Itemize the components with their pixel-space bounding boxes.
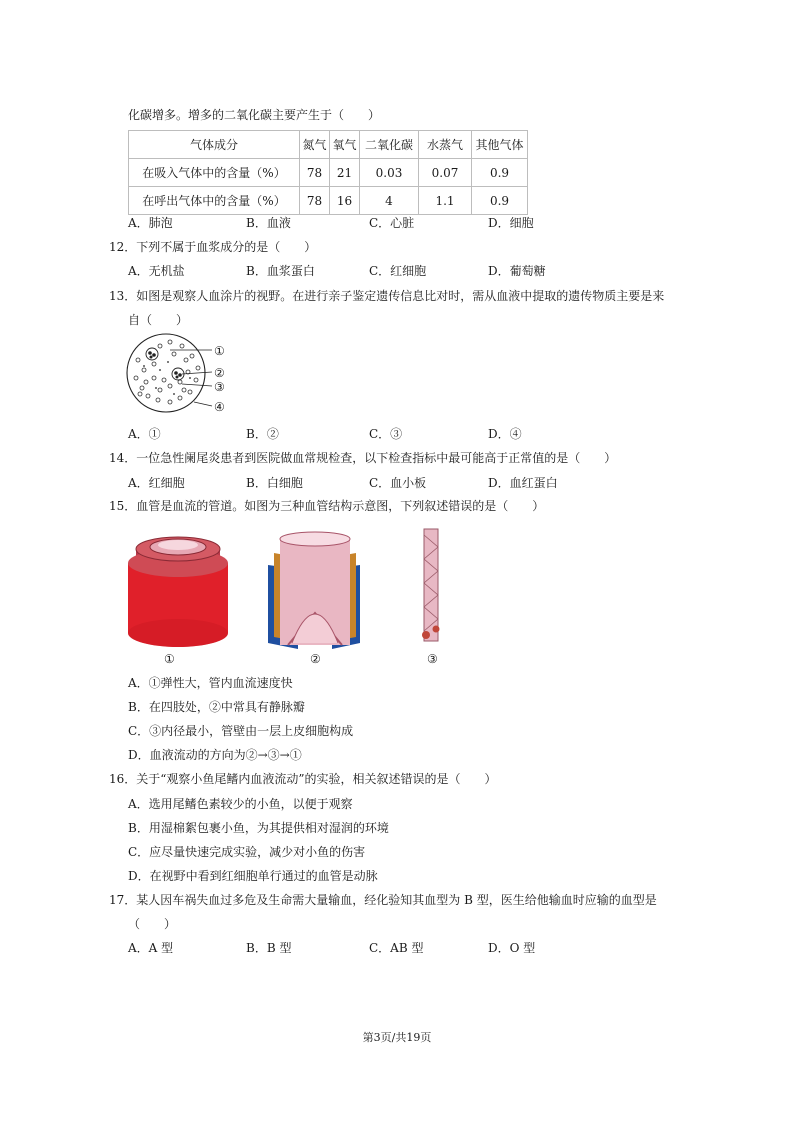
vein-illustration [268, 532, 360, 649]
capillary-illustration [422, 529, 440, 641]
figure-label: ② [310, 652, 321, 666]
q12-stem: 12．下列不属于血浆成分的是（ ） [109, 240, 317, 254]
q11-stem: 化碳增多。增多的二氧化碳主要产生于（ ） [128, 108, 381, 122]
q13-option-c[interactable]: C．③ [369, 427, 403, 441]
q11-option-b[interactable]: B．血液 [246, 216, 291, 230]
q13-stem-line2: 自（ ） [128, 313, 189, 327]
table-cell: 78 [300, 159, 330, 187]
q16-option-c[interactable]: C．应尽量快速完成实验，减少对小鱼的伤害 [128, 845, 366, 859]
table-cell: 1.1 [419, 187, 472, 215]
q16-option-b[interactable]: B．用湿棉絮包裹小鱼，为其提供相对湿润的环境 [128, 821, 389, 835]
figure-label: ② [214, 366, 225, 380]
table-cell: 0.03 [360, 159, 419, 187]
table-row [129, 187, 528, 215]
table-header-cell: 气体成分 [129, 131, 300, 159]
table-cell: 在吸入气体中的含量（%） [129, 159, 300, 187]
q17-option-a[interactable]: A．A 型 [128, 941, 174, 955]
table-cell: 0.9 [472, 159, 528, 187]
blood-smear-figure [124, 330, 244, 416]
q13-stem-line1: 13．如图是观察人血涂片的视野。在进行亲子鉴定遗传信息比对时，需从血液中提取的遗传物质主要是来 [109, 289, 665, 303]
q13-option-a[interactable]: A．① [128, 427, 161, 441]
table-cell: 21 [330, 159, 360, 187]
page-footer: 第3页/共19页 [362, 1031, 432, 1044]
figure-label: ① [214, 344, 225, 358]
q13-option-b[interactable]: B．② [246, 427, 279, 441]
table-cell: 78 [300, 187, 330, 215]
q15-option-a[interactable]: A．①弹性大，管内血流速度快 [128, 676, 293, 690]
q11-option-a[interactable]: A．肺泡 [128, 216, 173, 230]
table-cell: 0.9 [472, 187, 528, 215]
q13-option-d[interactable]: D．④ [488, 427, 522, 441]
table-header-cell: 水蒸气 [419, 131, 472, 159]
q17-option-c[interactable]: C．AB 型 [369, 941, 424, 955]
figure-label: ③ [214, 380, 225, 394]
gas-table [128, 130, 528, 215]
q17-stem-line1: 17．某人因车祸失血过多危及生命需大量输血，经化验知其血型为 B 型，医生给他输血时应输的血型是 [109, 893, 657, 907]
table-header-cell: 氧气 [330, 131, 360, 159]
q14-stem: 14．一位急性阑尾炎患者到医院做血常规检查，以下检查指标中最可能高于正常值的是（ ） [109, 451, 617, 465]
q17-option-d[interactable]: D．O 型 [488, 941, 536, 955]
q15-option-c[interactable]: C．③内径最小，管壁由一层上皮细胞构成 [128, 724, 354, 738]
q11-option-d[interactable]: D．细胞 [488, 216, 534, 230]
q16-option-a[interactable]: A．选用尾鳍色素较少的小鱼，以便于观察 [128, 797, 353, 811]
q12-option-a[interactable]: A．无机盐 [128, 264, 185, 278]
table-header-cell: 氮气 [300, 131, 330, 159]
q14-option-b[interactable]: B．白细胞 [246, 476, 303, 490]
table-cell: 4 [360, 187, 419, 215]
q16-stem: 16．关于“观察小鱼尾鳍内血液流动”的实验，相关叙述错误的是（ ） [109, 772, 497, 786]
table-header-cell: 二氧化碳 [360, 131, 419, 159]
q17-stem-line2: （ ） [128, 917, 177, 931]
figure-label: ③ [427, 652, 438, 666]
table-header-row [129, 131, 528, 159]
table-header-cell: 其他气体 [472, 131, 528, 159]
q14-option-d[interactable]: D．血红蛋白 [488, 476, 558, 490]
figure-label: ① [164, 652, 175, 666]
q12-option-d[interactable]: D．葡萄糖 [488, 264, 546, 278]
table-row [129, 159, 528, 187]
table-cell: 0.07 [419, 159, 472, 187]
q15-option-d[interactable]: D．血液流动的方向为②→③→① [128, 748, 302, 762]
q11-option-c[interactable]: C．心脏 [369, 216, 415, 230]
artery-illustration [128, 537, 228, 647]
table-cell: 在呼出气体中的含量（%） [129, 187, 300, 215]
q17-option-b[interactable]: B．B 型 [246, 941, 292, 955]
q16-option-d[interactable]: D．在视野中看到红细胞单行通过的血管是动脉 [128, 869, 378, 883]
figure-label: ④ [214, 400, 225, 414]
q12-option-b[interactable]: B．血浆蛋白 [246, 264, 315, 278]
q14-option-a[interactable]: A．红细胞 [128, 476, 185, 490]
q12-option-c[interactable]: C．红细胞 [369, 264, 427, 278]
q15-stem: 15．血管是血流的管道。如图为三种血管结构示意图，下列叙述错误的是（ ） [109, 499, 545, 513]
blood-vessels-figure [120, 525, 460, 670]
q14-option-c[interactable]: C．血小板 [369, 476, 427, 490]
q15-option-b[interactable]: B．在四肢处，②中常具有静脉瓣 [128, 700, 305, 714]
table-cell: 16 [330, 187, 360, 215]
